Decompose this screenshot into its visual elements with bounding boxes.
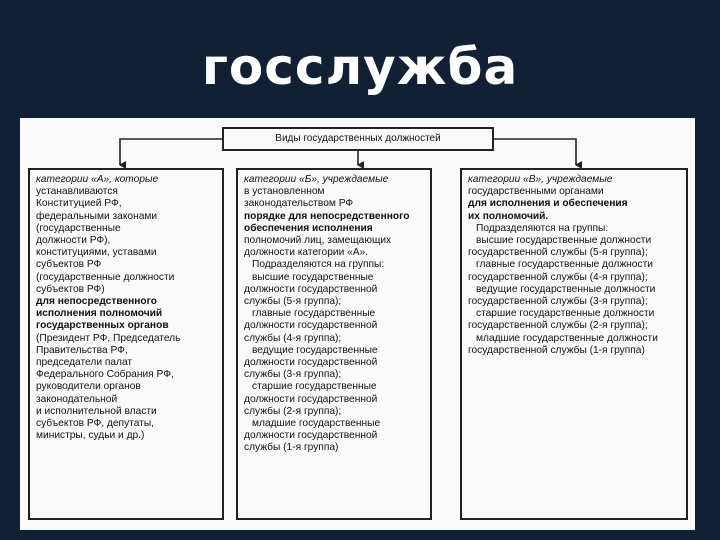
text-line: порядке для непосредственного [244, 210, 410, 222]
text-line: должности государственной [244, 430, 378, 442]
text-line: категории «В», учреждаемые [468, 174, 613, 185]
category-b-box [236, 168, 432, 520]
text-line: устанавливаются [36, 186, 118, 198]
text-line: службы (4-я группа); [244, 332, 342, 344]
text-line: государственных органов [36, 320, 169, 332]
text-line: Подразделяются на группы: [252, 259, 385, 271]
text-line: Федерального Собрания РФ, [36, 369, 174, 381]
text-line: ведущие государственные [252, 344, 378, 356]
text-line: государственными органами [468, 186, 604, 198]
text-line: младшие государственные [252, 418, 381, 430]
text-line: в установленном [244, 186, 325, 198]
text-line: Подразделяются на группы: [476, 222, 609, 234]
text-line: должности государственной [244, 283, 378, 295]
text-line: государственной службы (4-я группа); [468, 271, 648, 283]
text-line: исполнения полномочий [36, 308, 163, 320]
text-line: федеральными законами [36, 210, 158, 222]
text-line: председатели палат [36, 357, 133, 369]
text-line: государственной службы (1-я группа) [468, 344, 645, 356]
text-line: главные государственные [252, 308, 376, 320]
text-line: конституциями, уставами [36, 247, 157, 259]
text-line: законодательством РФ [244, 198, 354, 210]
slide-title: госслужба [201, 38, 519, 96]
text-line: младшие государственные должности [476, 332, 658, 344]
text-line: категории «Б», учреждаемые [244, 174, 389, 185]
text-line: субъектов РФ, депутаты, [36, 418, 154, 430]
text-line: (государственные должности [36, 271, 175, 283]
diagram-panel [20, 118, 695, 530]
text-line: законодательной [36, 393, 118, 405]
text-line: для исполнения и обеспечения [468, 198, 628, 210]
text-line: должности государственной [244, 393, 378, 405]
text-line: Конституцией РФ, [36, 198, 122, 210]
text-line: субъектов РФ [36, 259, 102, 271]
header-box: Виды государственных должностей [222, 127, 494, 151]
text-line: полномочий лиц, замещающих [244, 235, 392, 247]
category-c-box [460, 168, 688, 520]
text-line: должности категории «А». [244, 247, 369, 259]
text-line: обеспечения исполнения [244, 222, 373, 234]
text-line: должности государственной [244, 357, 378, 369]
text-line: старшие государственные [252, 381, 377, 393]
text-line: должности РФ), [36, 235, 111, 247]
text-line: высшие государственные должности [476, 235, 652, 247]
text-line: и исполнительной власти [36, 405, 157, 417]
text-line: Правительства РФ, [36, 344, 128, 356]
connector-left [120, 139, 222, 165]
text-line: субъектов РФ) [36, 283, 105, 295]
text-line: (Президент РФ, Председатель [36, 332, 181, 344]
text-line: категории «А», которые [36, 174, 159, 185]
text-line: должности государственной [244, 320, 378, 332]
text-line: (государственные [36, 222, 121, 234]
text-line: государственной службы (5-я группа); [468, 247, 648, 259]
text-line: государственной службы (2-я группа); [468, 320, 648, 332]
text-line: службы (3-я группа); [244, 369, 342, 381]
text-line: для непосредственного [36, 296, 157, 308]
text-line: государственной службы (3-я группа); [468, 296, 648, 308]
text-line: старшие государственные должности [476, 308, 655, 320]
text-line: высшие государственные [252, 271, 374, 283]
text-line: главные государственные должности [476, 259, 653, 271]
text-line: министры, судьи и др.) [36, 430, 145, 442]
text-line: службы (1-я группа) [244, 442, 339, 454]
text-line: их полномочий. [468, 210, 549, 222]
connector-right [494, 139, 576, 165]
text-line: службы (2-я группа); [244, 405, 342, 417]
text-line: ведущие государственные должности [476, 283, 656, 295]
text-line: руководители органов [36, 381, 141, 393]
category-a-box [28, 168, 224, 520]
text-line: службы (5-я группа); [244, 296, 342, 308]
